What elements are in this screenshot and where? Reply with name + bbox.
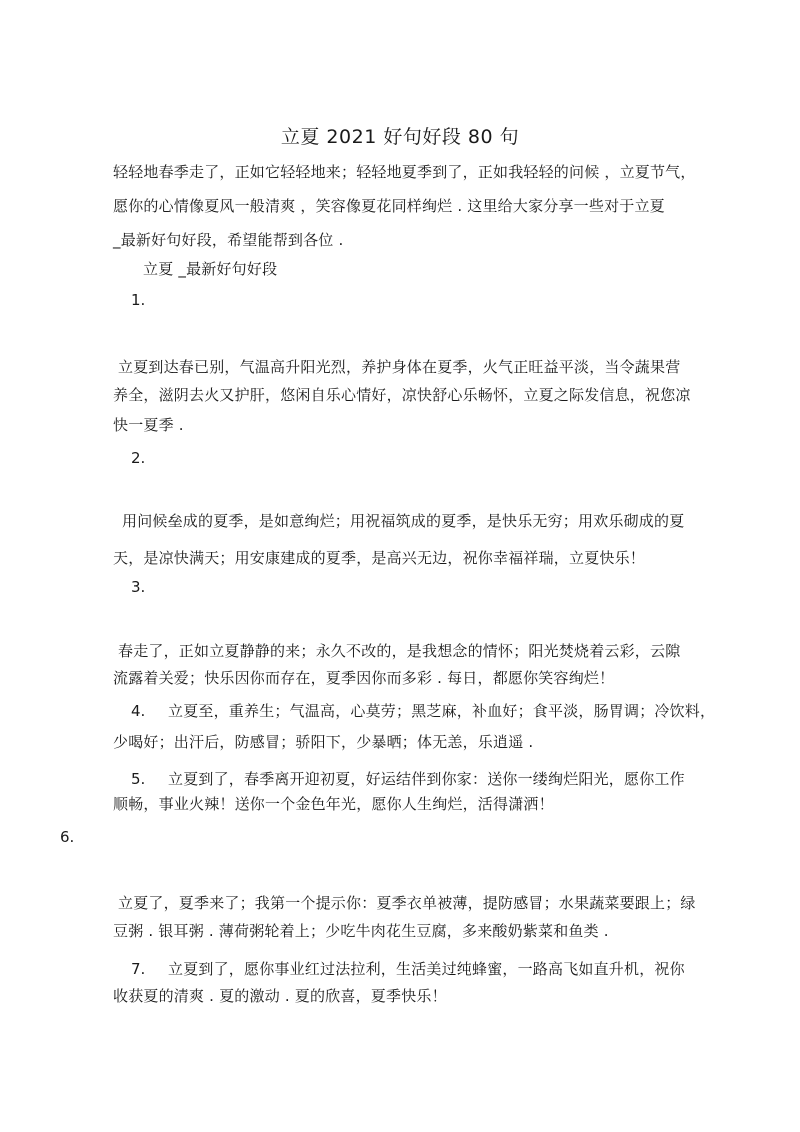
item-line: 流露着关爱；快乐因你而存在，夏季因你而多彩 . 每日，都愿你笑容绚烂！ (113, 669, 615, 687)
item-line: 快一夏季 . (113, 416, 184, 434)
item-number: 1. (131, 291, 146, 309)
item-line: 用问候垒成的夏季，是如意绚烂；用祝福筑成的夏季，是快乐无穷；用欢乐砌成的夏 (122, 512, 685, 530)
intro-line: 愿你的心情像夏风一般清爽 ，笑容像夏花同样绚烂 . 这里给大家分享一些对于立夏 (113, 197, 665, 215)
intro-line: _最新好句好段，希望能帮到各位 . (113, 231, 344, 249)
item-number: 7. (131, 960, 146, 978)
item-line: 养全，滋阴去火又护肝，悠闲自乐心情好，凉快舒心乐畅怀，立夏之际发信息，祝您凉 (113, 386, 691, 404)
item-number: 4. (131, 702, 146, 720)
item-number: 6. (60, 828, 75, 846)
item-line: 天，是凉快满天；用安康建成的夏季，是高兴无边，祝你幸福祥瑞，立夏快乐！ (113, 549, 646, 567)
item-line: 立夏了，夏季来了；我第一个提示你：夏季衣单被薄，提防感冒；水果蔬菜要跟上；绿 (118, 894, 696, 912)
item-line: 少喝好；出汗后，防感冒；骄阳下，少暴晒；体无恙，乐逍遥 . (113, 733, 534, 751)
item-number: 3. (131, 578, 146, 596)
item-line: 春走了，正如立夏静静的来；永久不改的，是我想念的情怀；阳光焚烧着云彩，云隙 (118, 642, 681, 660)
intro-line: 轻轻地春季走了，正如它轻轻地来；轻轻地夏季到了，正如我轻轻的问候 ，立夏节气， (113, 163, 696, 181)
item-number: 5. (131, 770, 146, 788)
item-number: 2. (131, 449, 146, 467)
item-line: 豆粥 . 银耳粥 . 薄荷粥轮着上；少吃牛肉花生豆腐，多来酸奶紫菜和鱼类 . (113, 922, 609, 940)
item-line: 立夏到了，春季离开迎初夏，好运结伴到你家：送你一缕绚烂阳光，愿你工作 (168, 770, 685, 788)
document-title: 立夏 2021 好句好段 80 句 (280, 126, 520, 148)
item-line: 立夏至，重养生；气温高，心莫劳；黑芝麻，补血好；食平淡，肠胃调；冷饮料， (168, 702, 716, 720)
item-line: 立夏到达春已别，气温高升阳光烈，养护身体在夏季，火气正旺益平淡，当令蔬果营 (118, 358, 681, 376)
section-subheading: 立夏 _最新好句好段 (143, 260, 278, 278)
item-line: 顺畅，事业火辣！送你一个金色年光，愿你人生绚烂，活得潇洒！ (113, 795, 554, 813)
item-line: 收获夏的清爽 . 夏的激动 . 夏的欣喜，夏季快乐！ (113, 987, 447, 1005)
item-line: 立夏到了，愿你事业红过法拉利，生活美过纯蜂蜜，一路高飞如直升机，祝你 (168, 960, 685, 978)
